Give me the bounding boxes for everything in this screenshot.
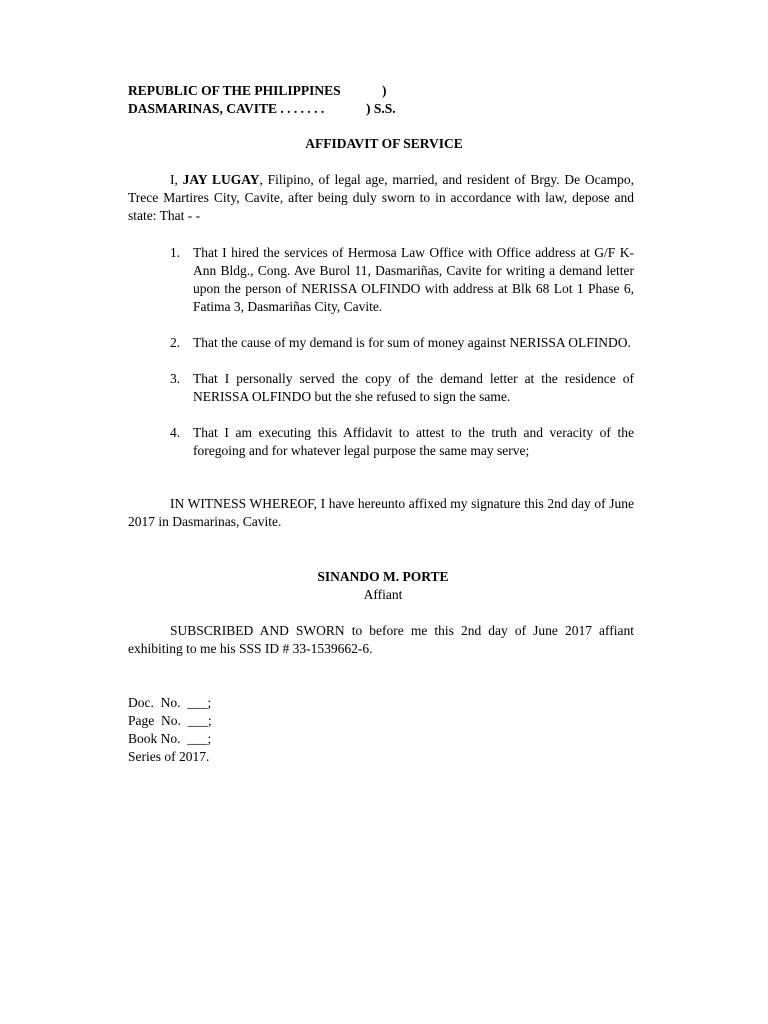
statement-text: That I personally served the copy of the demand letter at the residence of NERISSA OLFINDO but the she refused to sign the same. xyxy=(193,371,634,404)
statement-item xyxy=(128,424,634,460)
statement-text: That I am executing this Affidavit to attest to the truth and veracity of the foregoing and for whatever legal purpose the same may serve; xyxy=(193,425,634,458)
intro-prefix: I, xyxy=(170,172,183,187)
intro-rest: , Filipino, of legal age, married, and resident of Brgy. De Ocampo, Trece Martires City, Cavite, after being duly sworn to in accordance with law, depose and state: That - - xyxy=(128,172,634,223)
book-number: Book No. ___; xyxy=(128,731,212,746)
venue-paren-1: ) xyxy=(382,83,387,98)
document-title: AFFIDAVIT OF SERVICE xyxy=(305,136,463,151)
statement-text: That I hired the services of Hermosa Law Office with Office address at G/F K-Ann Bldg., Cong. Ave Burol 11, Dasmariñas, Cavite for writing a demand letter upon the person of NERISSA OLFINDO with address at Blk 68 Lot 1 Phase 6, Fatima 3, Dasmariñas City, Cavite. xyxy=(193,245,634,314)
statement-number: 4. xyxy=(170,425,181,440)
intro-paragraph xyxy=(128,171,634,225)
affiant-name: SINANDO M. PORTE xyxy=(317,569,449,584)
venue-country: REPUBLIC OF THE PHILIPPINES xyxy=(128,83,341,98)
doc-number: Doc. No. ___; xyxy=(128,695,212,710)
statement-text: That the cause of my demand is for sum of money against NERISSA OLFINDO. xyxy=(193,335,631,350)
venue-paren-ss: ) S.S. xyxy=(366,101,396,116)
statement-item xyxy=(128,334,634,352)
venue-line-republic xyxy=(128,82,387,100)
affiant-label: Affiant xyxy=(363,587,403,602)
statement-number: 2. xyxy=(170,335,181,350)
venue-block xyxy=(128,82,396,118)
jurat-paragraph: SUBSCRIBED AND SWORN to before me this 2nd day of June 2017 affiant exhibiting to me his SSS ID # 33-1539662-6. xyxy=(128,623,634,656)
notarial-register xyxy=(128,694,212,766)
series-year: Series of 2017. xyxy=(128,749,210,764)
venue-line-city xyxy=(128,100,396,118)
statement-item xyxy=(128,244,634,316)
statement-number: 1. xyxy=(170,245,181,260)
affiant-intro-name: JAY LUGAY xyxy=(182,172,260,187)
witness-paragraph: IN WITNESS WHEREOF, I have hereunto affixed my signature this 2nd day of June 2017 in Dasmarinas, Cavite. xyxy=(128,496,634,529)
statement-item xyxy=(128,370,634,406)
venue-city: DASMARINAS, CAVITE . . . . . . . xyxy=(128,101,325,116)
statement-list xyxy=(128,244,634,478)
page-number: Page No. ___; xyxy=(128,713,212,728)
statement-number: 3. xyxy=(170,371,181,386)
affiant-signature-block xyxy=(255,568,511,604)
